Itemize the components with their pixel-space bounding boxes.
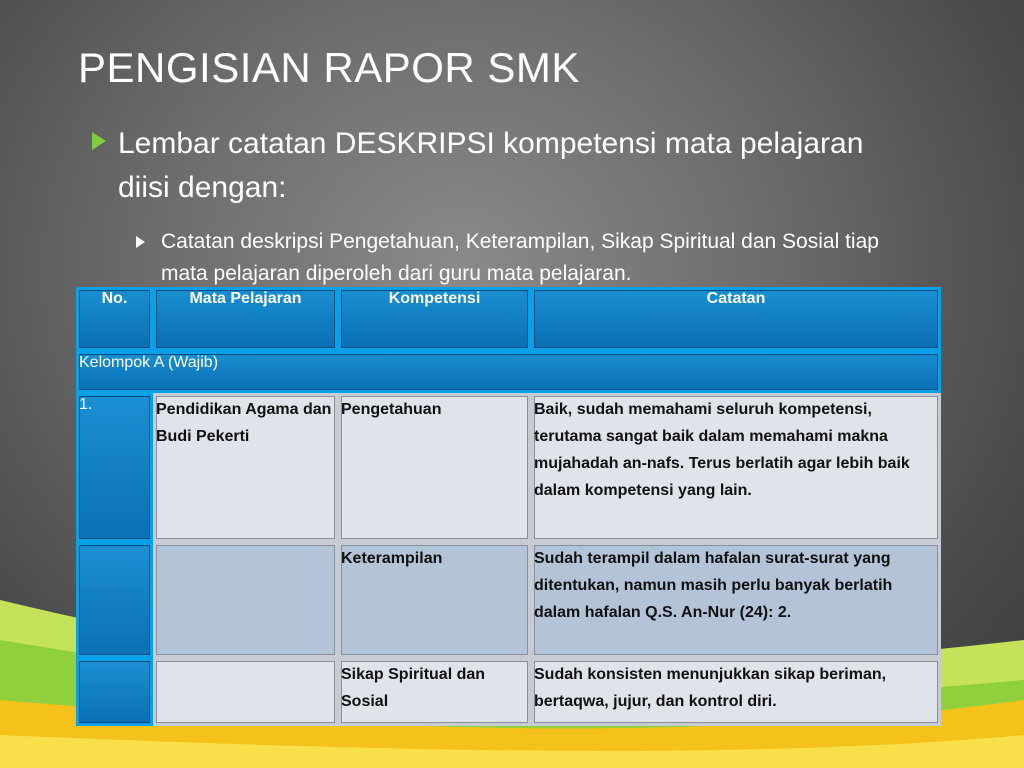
group-row xyxy=(76,351,941,393)
row-competency: Keterampilan xyxy=(338,542,531,658)
row-no xyxy=(76,542,153,658)
table-row xyxy=(76,393,941,542)
header-competency: Kompetensi xyxy=(338,287,531,351)
bullet-level2-text: Catatan deskripsi Pengetahuan, Keterampilan, Sikap Spiritual dan Sosial tiap mata pelajaran diperoleh dari guru mata pelajaran. xyxy=(161,230,879,285)
white-arrow-bullet-icon xyxy=(136,236,145,248)
row-subject xyxy=(153,658,338,726)
table-row xyxy=(76,658,941,726)
row-note: Sudah konsisten menunjukkan sikap beriman, bertaqwa, jujur, dan kontrol diri. xyxy=(531,658,941,726)
row-note: Sudah terampil dalam hafalan surat-surat yang ditentukan, namun masih perlu banyak berlatih dalam hafalan Q.S. An-Nur (24): 2. xyxy=(531,542,941,658)
row-no xyxy=(76,658,153,726)
bullet-level2 xyxy=(136,226,916,290)
rapor-table xyxy=(76,287,941,726)
slide-title: PENGISIAN RAPOR SMK xyxy=(78,44,580,91)
row-no: 1. xyxy=(76,393,153,542)
table-row xyxy=(76,542,941,658)
bullet-level1 xyxy=(92,122,892,210)
row-subject: Pendidikan Agama dan Budi Pekerti xyxy=(153,393,338,542)
row-competency: Pengetahuan xyxy=(338,393,531,542)
group-label: Kelompok A (Wajib) xyxy=(76,351,941,393)
row-competency: Sikap Spiritual dan Sosial xyxy=(338,658,531,726)
bullet-level1-text: Lembar catatan DESKRIPSI kompetensi mata pelajaran diisi dengan: xyxy=(118,127,864,204)
header-note: Catatan xyxy=(531,287,941,351)
row-note: Baik, sudah memahami seluruh kompetensi, terutama sangat baik dalam memahami makna mujahadah an-nafs. Terus berlatih agar lebih baik dalam kompetensi yang lain. xyxy=(531,393,941,542)
header-subject: Mata Pelajaran xyxy=(153,287,338,351)
row-subject xyxy=(153,542,338,658)
header-no: No. xyxy=(76,287,153,351)
table-header-row xyxy=(76,287,941,351)
green-arrow-bullet-icon xyxy=(92,132,106,150)
